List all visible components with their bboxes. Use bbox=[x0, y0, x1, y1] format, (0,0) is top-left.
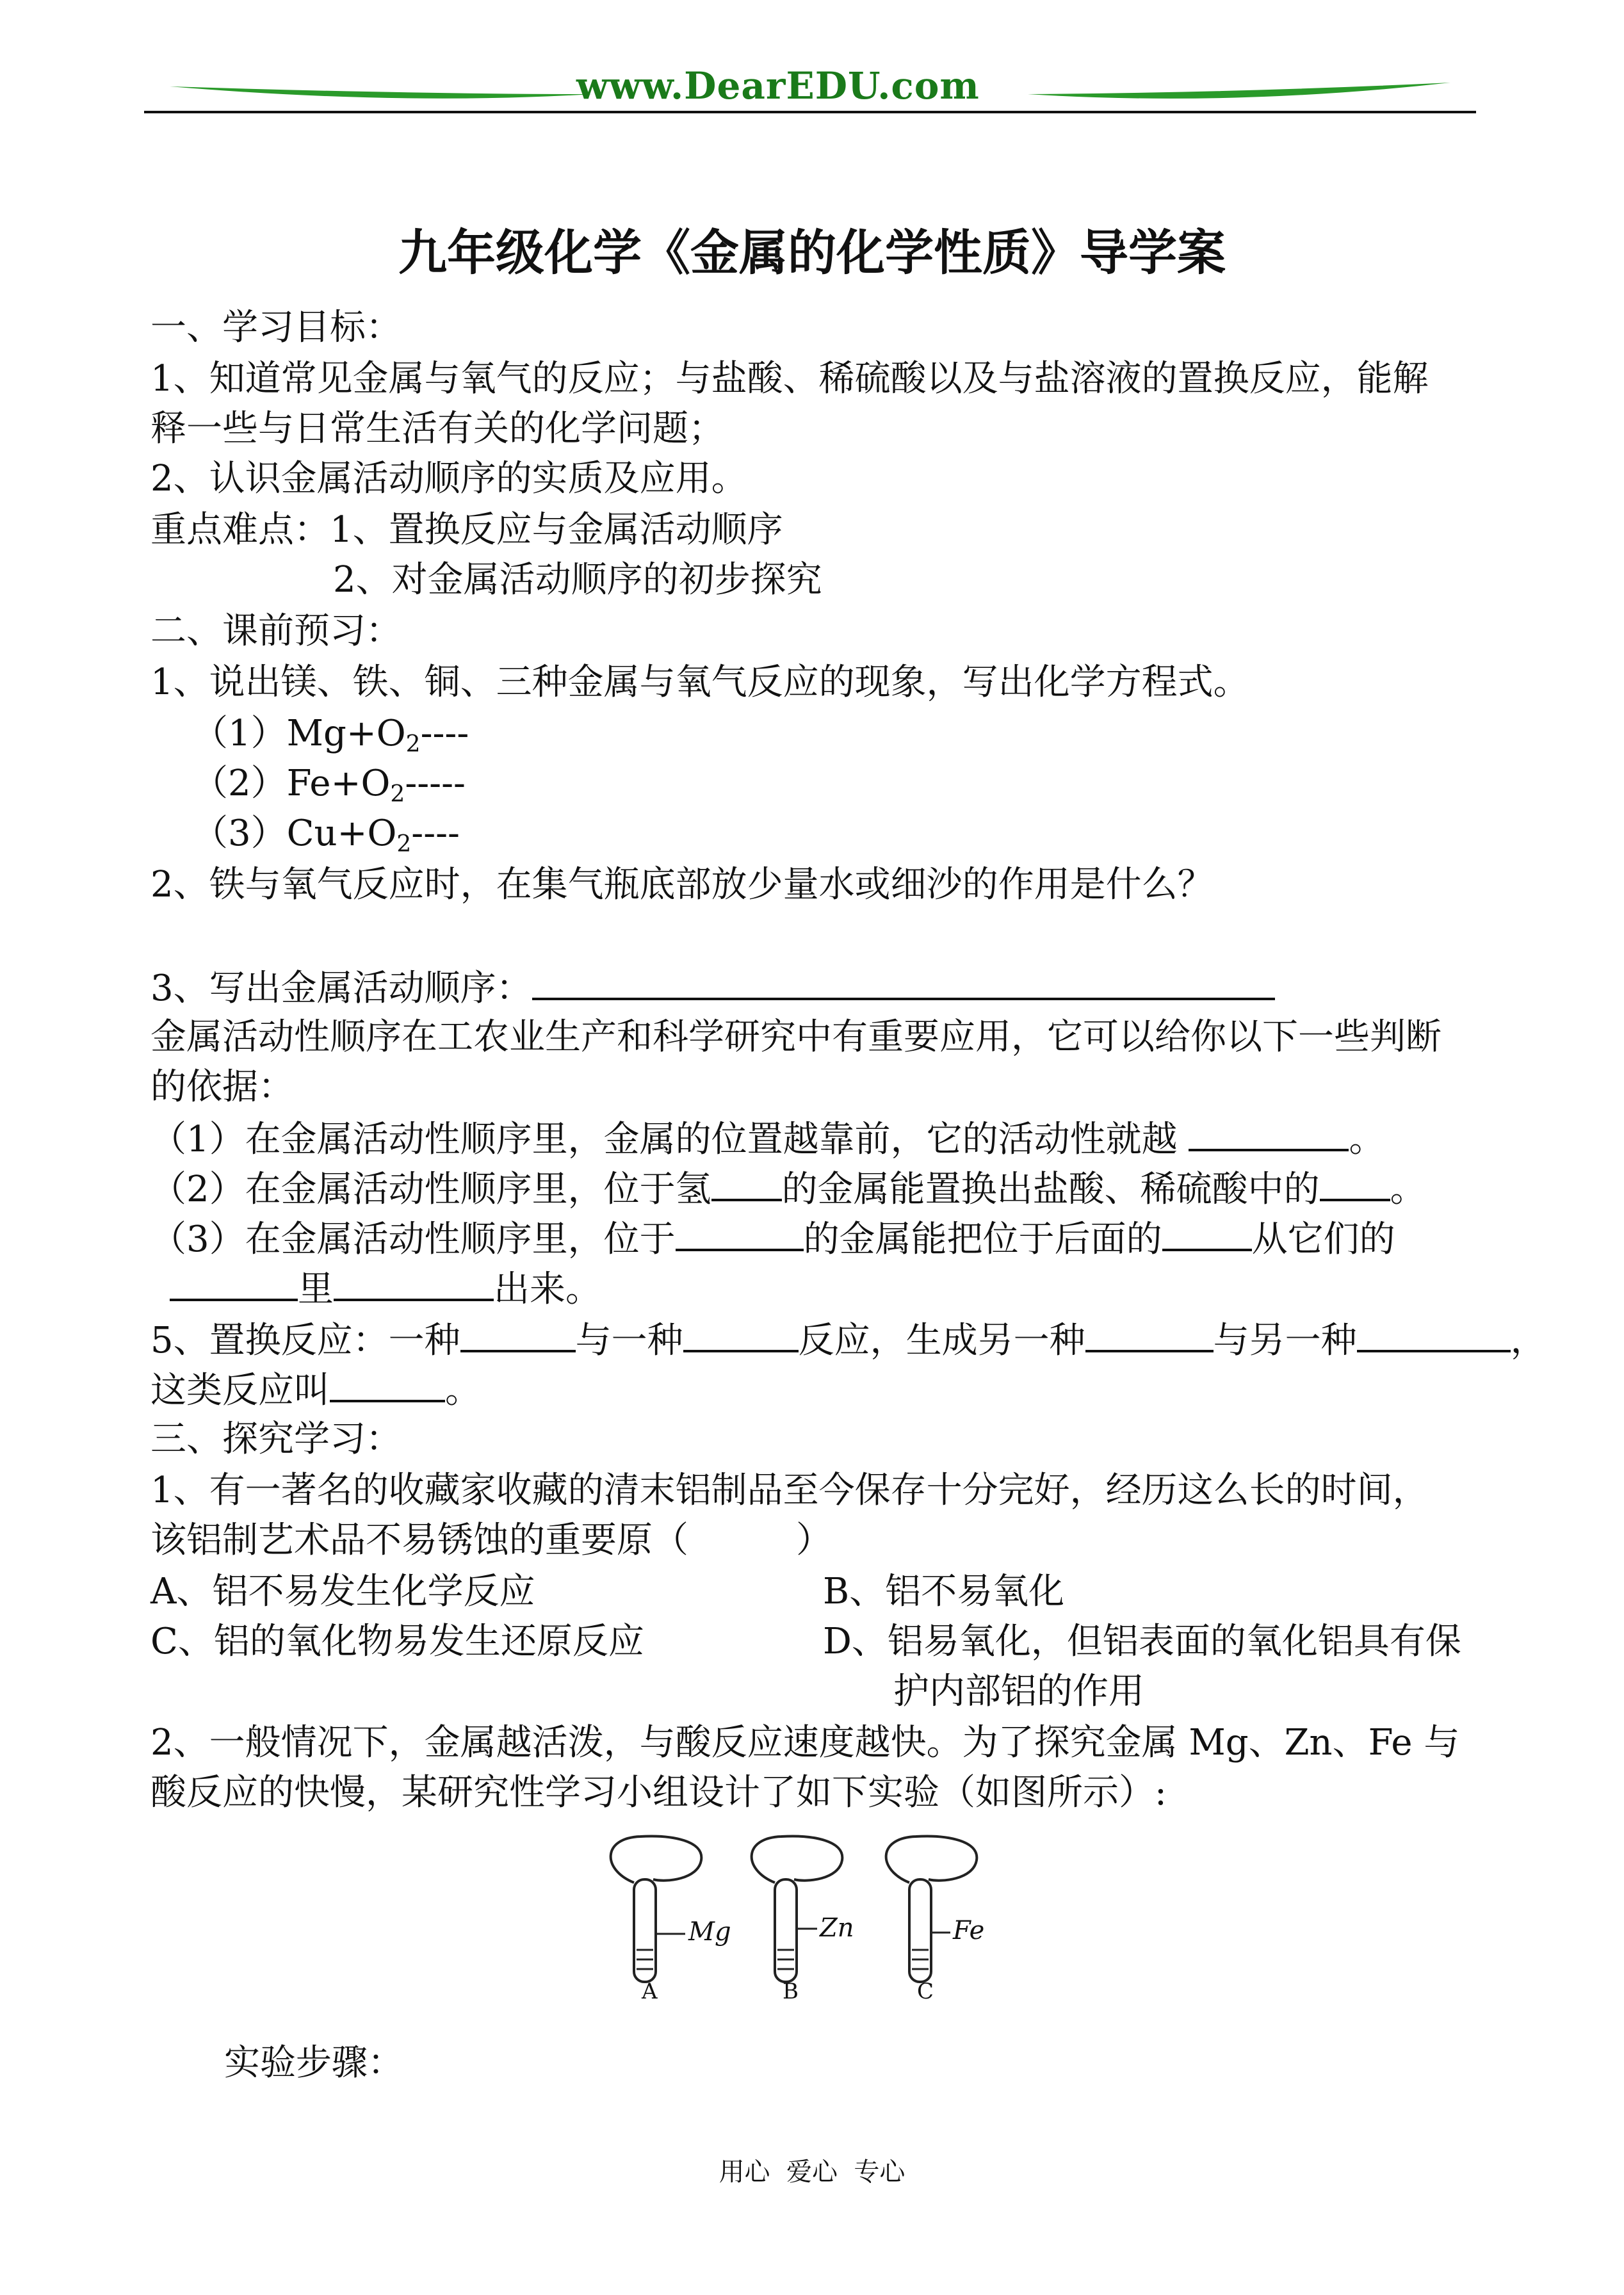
answer-blank[interactable] bbox=[1320, 1167, 1390, 1201]
section1-heading: 一、学习目标： bbox=[150, 307, 402, 348]
inquiry-q1a: 1、有一著名的收藏家收藏的清末铝制品至今保存十分完好，经历这么长的时间， bbox=[150, 1470, 1429, 1511]
metal-label-fe: Fe bbox=[953, 1916, 985, 1945]
answer-blank[interactable] bbox=[1162, 1217, 1252, 1251]
tube-label-b: B bbox=[783, 1979, 799, 2004]
goal-1a: 1、知道常见金属与氧气的反应；与盐酸、稀硫酸以及与盐溶液的置换反应，能解 bbox=[150, 358, 1429, 400]
answer-blank[interactable] bbox=[711, 1167, 782, 1201]
preview-q3: 3、写出金属活动顺序： bbox=[150, 966, 1275, 1009]
option-c[interactable]: C、铝的氧化物易发生还原反应 bbox=[150, 1621, 644, 1662]
preview-q1: 1、说出镁、铁、铜、三种金属与氧气反应的现象，写出化学方程式。 bbox=[150, 661, 1249, 703]
metal-label-zn: Zn bbox=[820, 1913, 854, 1943]
preview-q2: 2、铁与氧气反应时，在集气瓶底部放少量水或细沙的作用是什么？ bbox=[150, 864, 1214, 905]
rule-3-cont: 里 出来。 bbox=[170, 1267, 601, 1310]
rule-2: （2）在金属活动性顺序里，位于氢 的金属能置换出盐酸、稀硫酸中的 。 bbox=[150, 1167, 1426, 1210]
answer-blank[interactable] bbox=[1189, 1117, 1349, 1151]
question-5-cont: 这类反应叫 。 bbox=[150, 1368, 481, 1411]
section2-heading: 二、课前预习： bbox=[150, 610, 402, 652]
goal-2: 2、认识金属活动顺序的实质及应用。 bbox=[150, 458, 747, 499]
page-title: 九年级化学《金属的化学性质》导学案 bbox=[398, 224, 1226, 281]
rule-3: （3）在金属活动性顺序里，位于 的金属能把位于后面的 从它们的 bbox=[150, 1217, 1395, 1260]
test-tube-a bbox=[611, 1836, 702, 1982]
answer-blank[interactable] bbox=[532, 966, 1275, 1000]
option-b[interactable]: B、铝不易氧化 bbox=[823, 1571, 1065, 1612]
key-point-1: 重点难点：1、置换反应与金属活动顺序 bbox=[150, 509, 783, 551]
answer-blank[interactable] bbox=[330, 1368, 445, 1402]
goal-1b: 释一些与日常生活有关的化学问题； bbox=[150, 408, 724, 450]
metal-label-mg: Mg bbox=[688, 1917, 731, 1947]
logo-text: www.DearEDU.com bbox=[576, 64, 980, 108]
answer-blank[interactable] bbox=[1085, 1318, 1214, 1352]
answer-blank[interactable] bbox=[676, 1217, 804, 1251]
test-tube-b bbox=[752, 1836, 843, 1982]
answer-blank[interactable] bbox=[460, 1318, 576, 1352]
answer-blank[interactable] bbox=[334, 1267, 494, 1301]
option-d-cont: 护内部铝的作用 bbox=[893, 1671, 1144, 1712]
answer-blank[interactable] bbox=[1357, 1318, 1511, 1352]
paragraph-b: 的依据： bbox=[150, 1066, 294, 1108]
key-point-2: 2、对金属活动顺序的初步探究 bbox=[333, 559, 822, 601]
tube-label-a: A bbox=[642, 1979, 658, 2004]
inquiry-q2a: 2、一般情况下，金属越活泼，与酸反应速度越快。为了探究金属 Mg、Zn、Fe 与 bbox=[150, 1722, 1460, 1764]
inquiry-q2b: 酸反应的快慢，某研究性学习小组设计了如下实验（如图所示）: bbox=[150, 1772, 1167, 1813]
tube-label-c: C bbox=[917, 1979, 934, 2004]
answer-blank[interactable] bbox=[170, 1267, 298, 1301]
option-d[interactable]: D、铝易氧化，但铝表面的氧化铝具有保 bbox=[823, 1621, 1461, 1662]
option-a[interactable]: A、铝不易发生化学反应 bbox=[150, 1571, 535, 1612]
rule-1: （1）在金属活动性顺序里，金属的位置越靠前，它的活动性就越 。 bbox=[150, 1117, 1384, 1160]
equation-cu: $(3)Cu+O_2----$ bbox=[192, 813, 460, 857]
page-footer: 用心 爱心 专心 bbox=[719, 2157, 905, 2187]
test-tube-c bbox=[886, 1836, 977, 1982]
experiment-steps: 实验步骤： bbox=[224, 2042, 403, 2084]
question-5: 5、置换反应：一种 与一种 反应，生成另一种 与另一种 ， bbox=[150, 1318, 1547, 1361]
equation-fe: $(2)Fe+O_2-----$ bbox=[192, 763, 466, 807]
equation-mg: $(1)Mg+O_2----$ bbox=[192, 713, 469, 758]
section3-heading: 三、探究学习： bbox=[150, 1418, 402, 1460]
inquiry-q1b: 该铝制艺术品不易锈蚀的重要原（ ） bbox=[150, 1520, 832, 1561]
paragraph-a: 金属活动性顺序在工农业生产和科学研究中有重要应用，它可以给你以下一些判断 bbox=[150, 1016, 1441, 1058]
answer-blank[interactable] bbox=[683, 1318, 799, 1352]
